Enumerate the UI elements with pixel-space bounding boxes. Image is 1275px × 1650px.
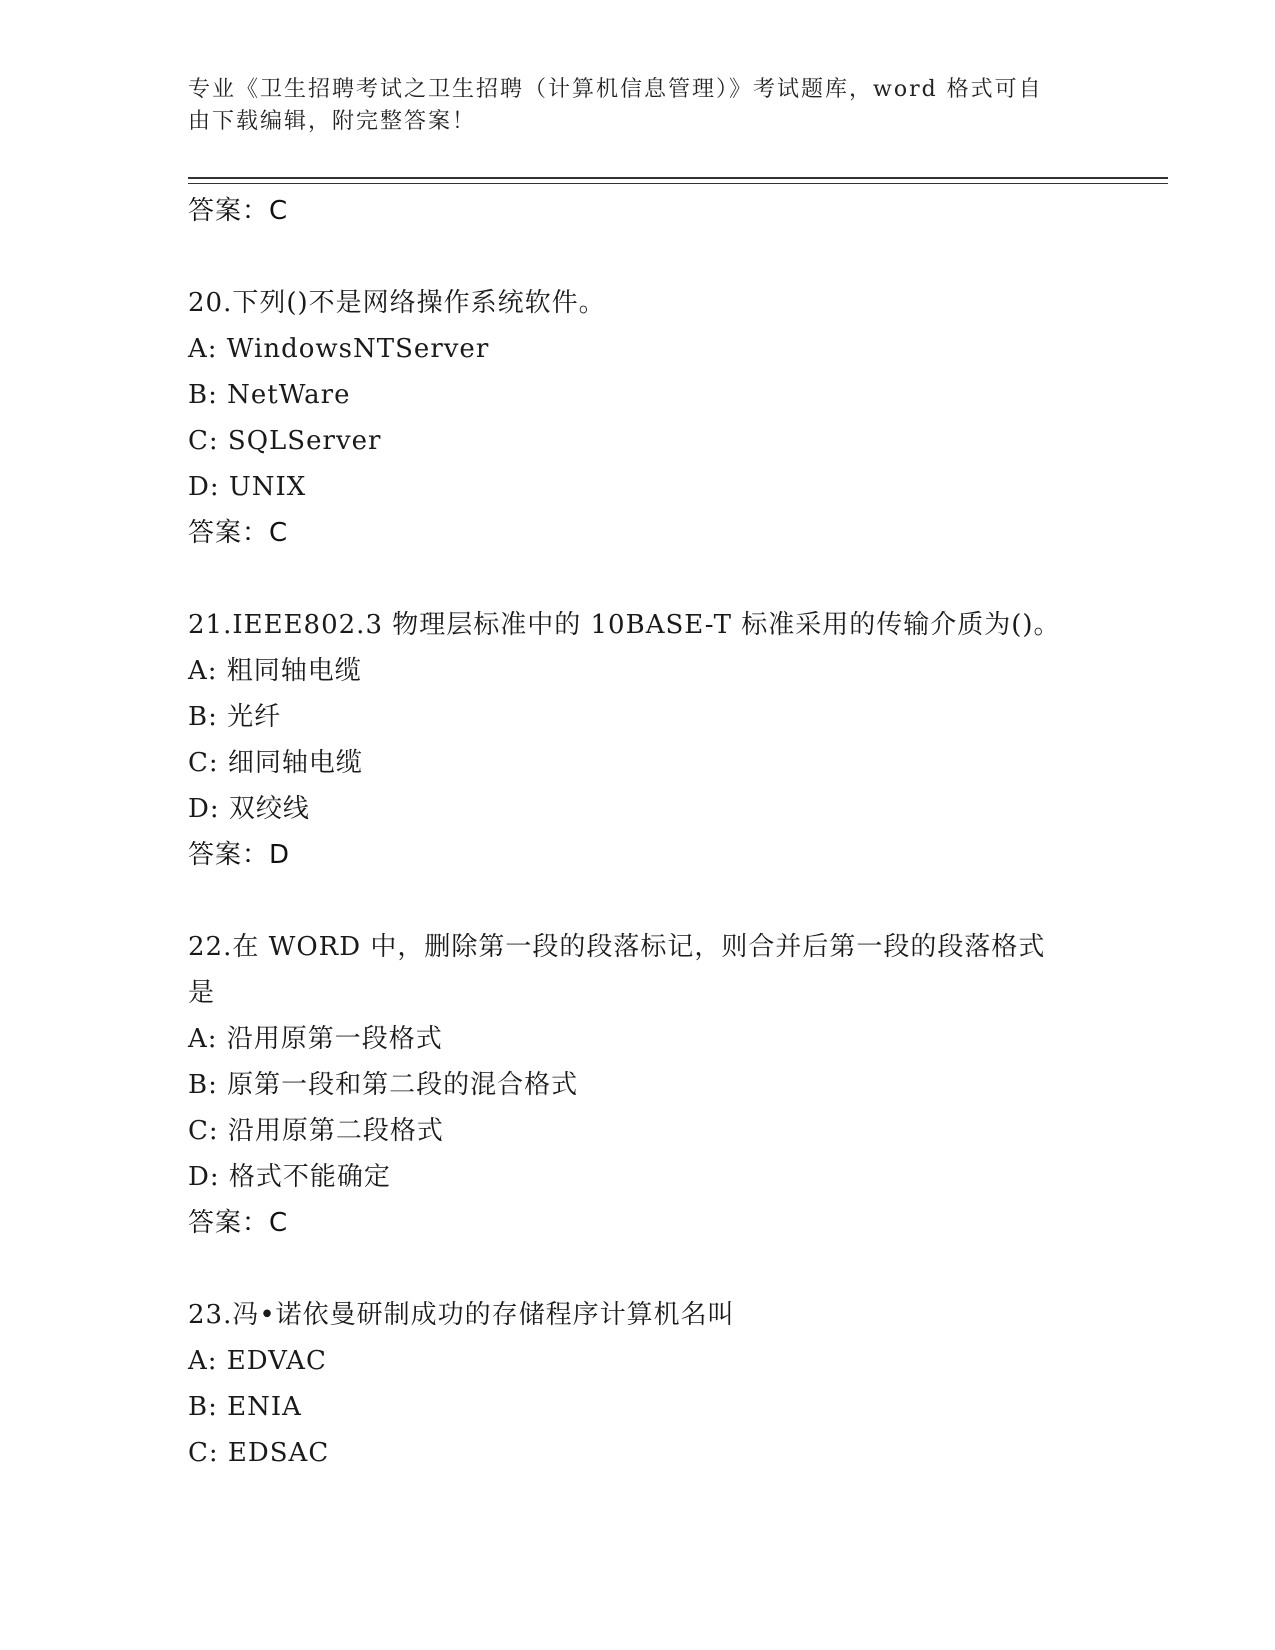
question-text: 23.冯•诺依曼研制成功的存储程序计算机名叫 <box>188 1300 735 1330</box>
answer-line: 答案：C <box>188 518 289 548</box>
option-a: A: EDVAC <box>188 1346 327 1376</box>
question-text: 22.在 WORD 中，删除第一段的段落标记，则合并后第一段的段落格式是 <box>188 932 1046 1008</box>
option-d: D: 双绞线 <box>188 794 310 824</box>
option-b: B: NetWare <box>188 380 351 410</box>
option-a: A: 沿用原第一段格式 <box>188 1024 443 1054</box>
option-c: C: SQLServer <box>188 426 382 456</box>
option-c: C: 细同轴电缆 <box>188 748 363 778</box>
option-a: A: 粗同轴电缆 <box>188 656 362 686</box>
option-b: B: 原第一段和第二段的混合格式 <box>188 1070 579 1100</box>
header-line-1: 专业《卫生招聘考试之卫生招聘（计算机信息管理）》考试题库，word 格式可自 <box>188 77 1043 102</box>
option-b: B: ENIA <box>188 1392 302 1422</box>
question-text: 20.下列()不是网络操作系统软件。 <box>188 288 606 318</box>
option-c: C: EDSAC <box>188 1438 330 1468</box>
answer-line: 答案：C <box>188 196 289 226</box>
header-rule-thin <box>188 183 1168 184</box>
answer-line: 答案：D <box>188 840 291 870</box>
question-block-21 <box>188 602 1088 878</box>
question-block-20 <box>188 280 1088 556</box>
header-rule-thick <box>188 177 1168 179</box>
question-block-22 <box>188 924 1088 1246</box>
option-d: D: UNIX <box>188 472 307 502</box>
answer-line: 答案：C <box>188 1208 289 1238</box>
option-a: A: WindowsNTServer <box>188 334 490 364</box>
document-header <box>188 74 1068 138</box>
question-block-23 <box>188 1292 1088 1476</box>
question-list <box>188 188 1088 1476</box>
header-line-2: 由下载编辑，附完整答案！ <box>188 109 477 134</box>
option-d: D: 格式不能确定 <box>188 1162 391 1192</box>
option-b: B: 光纤 <box>188 702 282 732</box>
question-text: 21.IEEE802.3 物理层标准中的 10BASE-T 标准采用的传输介质为()。 <box>188 610 1061 640</box>
option-c: C: 沿用原第二段格式 <box>188 1116 444 1146</box>
